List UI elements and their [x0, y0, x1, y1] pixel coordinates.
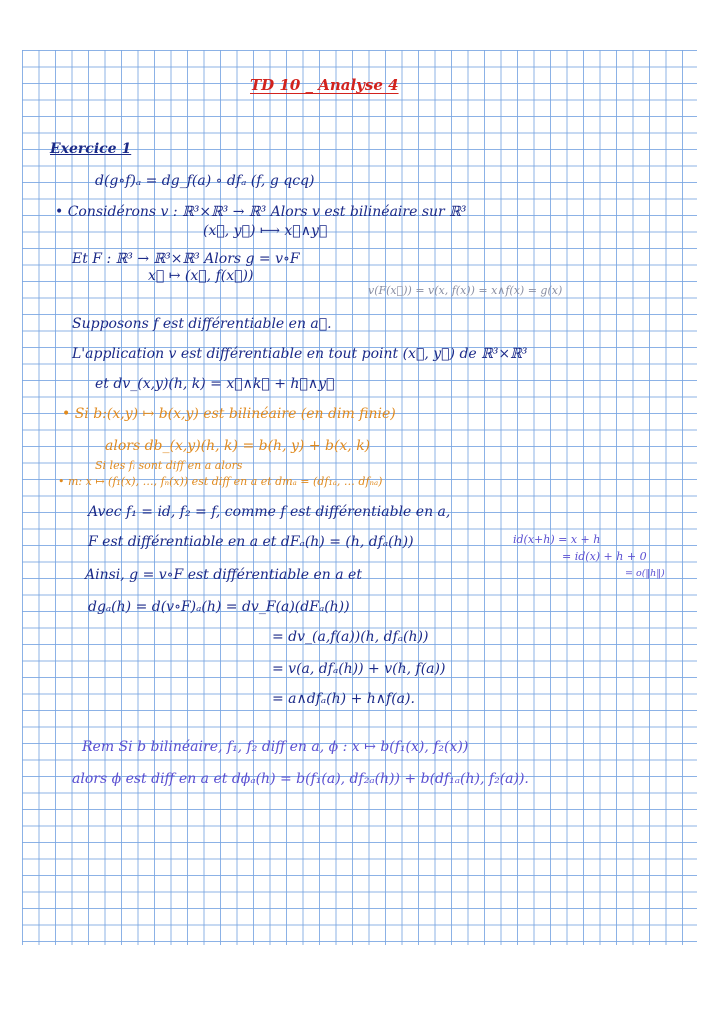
note-line: Ainsi, g = v∘F est différentiable en a et [85, 567, 362, 583]
note-line-orange: Si les fᵢ sont diff en a alors [95, 459, 243, 472]
note-line: Et F : ℝ³ → ℝ³×ℝ³ Alors g = v∘F [72, 251, 300, 267]
side-note: id(x+h) = x + h [513, 533, 601, 546]
note-line: = a∧dfₐ(h) + h∧f(a). [272, 691, 415, 707]
note-line: L'application v est différentiable en tout point (x⃗, y⃗) de ℝ³×ℝ³ [72, 346, 528, 362]
note-line: • Considérons v : ℝ³×ℝ³ → ℝ³ Alors v est bilinéaire sur ℝ³ [55, 204, 467, 220]
note-line: Avec f₁ = id, f₂ = f, comme f est différentiable en a, [88, 504, 451, 520]
exercise-heading: Exercice 1 [50, 141, 132, 157]
note-line-orange: • Si b:(x,y) ↦ b(x,y) est bilinéaire (en dim finie) [62, 406, 396, 422]
remark-line: Rem Si b bilinéaire, f₁, f₂ diff en a, ϕ : x ↦ b(f₁(x), f₂(x)) [82, 739, 469, 755]
note-line-grey: v(F(x⃗)) = v(x, f(x)) = x∧f(x) = g(x) [368, 284, 563, 297]
note-line: = dv_(a,f(a))(h, dfₐ(h)) [272, 629, 429, 645]
remark-line: alors ϕ est diff en a et dϕₐ(h) = b(f₁(a), df₂ₐ(h)) + b(df₁ₐ(h), f₂(a)). [72, 771, 529, 787]
note-line: Supposons f est différentiable en a⃗. [72, 316, 332, 332]
note-line-orange: alors db_(x,y)(h, k) = b(h, y) + b(x, k) [105, 438, 371, 454]
note-line: dgₐ(h) = d(v∘F)ₐ(h) = dv_F(a)(dFₐ(h)) [88, 599, 350, 615]
note-line-orange: • m: x ↦ (f₁(x), …, fₙ(x)) est diff en a et dmₐ = (df₁ₐ, … dfₙₐ) [58, 475, 383, 488]
note-line: F est différentiable en a et dFₐ(h) = (h, dfₐ(h)) [88, 534, 414, 550]
page-title: TD 10 _ Analyse 4 [250, 76, 399, 94]
side-note: = id(x) + h + 0 [562, 550, 647, 563]
note-line: (x⃗, y⃗) ⟼ x⃗∧y⃗ [203, 223, 328, 239]
note-line: et dv_(x,y)(h, k) = x⃗∧k⃗ + h⃗∧y⃗ [95, 376, 335, 392]
note-line: x⃗ ↦ (x⃗, f(x⃗)) [148, 268, 254, 284]
note-line: d(g∘f)ₐ = dg_f(a) ∘ dfₐ (f, g qcq) [95, 173, 315, 189]
side-note: = o(‖h‖) [625, 568, 665, 579]
note-line: = v(a, dfₐ(h)) + v(h, f(a)) [272, 661, 446, 677]
